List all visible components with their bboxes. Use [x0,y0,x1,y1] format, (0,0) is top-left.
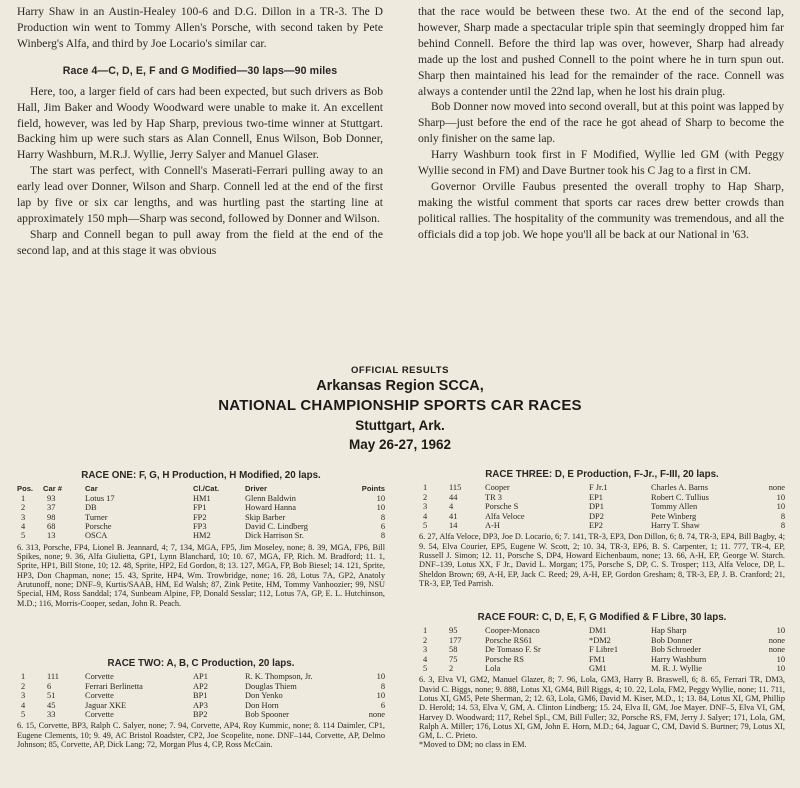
car-number-cell: 51 [47,691,56,701]
result-row [419,502,785,511]
position-cell: 4 [423,654,428,664]
points-cell: 10 [776,626,785,636]
result-row [17,672,385,681]
points-cell: none [768,635,785,645]
result-row [419,664,785,673]
race-title: RACE FOUR: C, D, E, F, G Modified & F Libre, 30 laps. [477,612,727,623]
right-column [418,4,784,243]
car-cell: Corvette [85,691,114,701]
body-paragraph: The start was perfect, with Connell's Maserati-Ferrari pulling away to an early lead over Donner, Wilson and Sharp. Connell led at the end of the first lap by five or six car lengths, and was hurtling past the starting line at approximately 150 mph—Sharp was second, followed by Donner and Wilson. [17,164,383,225]
driver-cell: Bob Donner [651,635,693,645]
car-number-cell: 6 [47,681,52,691]
car-number-cell: 44 [449,492,458,502]
position-cell: 5 [423,520,428,530]
position-cell: 3 [21,512,26,522]
body-paragraph: Governor Orville Faubus presented the overall trophy to Hap Sharp, making the wistful comment that sports car races drew better crowds than political rallies. The hospitality of the community was tremendous, and all the officials did a top job. We hope you'll all be back at our National in '63. [418,179,784,241]
event-title: NATIONAL CHAMPIONSHIP SPORTS CAR RACES [218,397,582,414]
class-cell: DM1 [589,626,607,636]
driver-cell: Dick Harrison Sr. [245,531,304,541]
points-cell: 10 [376,503,385,513]
car-header: Car [85,484,98,494]
result-row [17,710,385,719]
driver-cell: R. K. Thompson, Jr. [245,672,313,682]
position-cell: 2 [21,681,26,691]
class-cell: HM2 [193,531,211,541]
race-one-results [17,471,385,608]
driver-cell: Don Horn [245,700,279,710]
car-number-cell: 98 [47,512,56,522]
body-paragraph: that the race would be between these two. At the end of the second lap, however, Sharp made a spectacular triple spin that seemingly dropped him far behind Connell. Before the third lap was over, however, Sharp had already made up the lost and pushed Connell to the point where he in turn spun out. Sharp then maintained his lead for the remainder of the race. Connell was always a contender until the 22nd lap, when he lost his drain plug. [418,5,784,98]
car-cell: Lola [485,663,501,673]
points-cell: none [768,483,785,493]
event-location: Stuttgart, Ark. [355,418,445,433]
car-number-cell: 4 [449,502,454,512]
car-number-cell: 13 [47,531,56,541]
car-cell: OSCA [85,531,108,541]
class-cell: FP3 [193,521,207,531]
car-number-cell: 177 [449,635,462,645]
car-cell: Turner [85,512,108,522]
position-cell: 5 [423,663,428,673]
driver-cell: Harry T. Shaw [651,520,700,530]
car-number-cell: 115 [449,483,462,493]
race-title: RACE ONE: F, G, H Production, H Modified, 20 laps. [81,470,321,481]
class-cell: BP1 [193,691,208,701]
points-cell: none [768,645,785,655]
official-results-label: OFFICIAL RESULTS [351,365,449,376]
car-cell: Alfa Veloce [485,511,525,521]
position-cell: 2 [21,503,26,513]
race-title: RACE THREE: D, E Production, F-Jr., F-III, 20 laps. [485,469,719,480]
car-number-cell: 37 [47,503,56,513]
car-number-cell: 93 [47,493,56,503]
pos-header: Pos. [17,484,34,494]
position-cell: 1 [423,483,428,493]
event-date: May 26-27, 1962 [348,437,452,452]
driver-cell: Bob Spooner [245,709,289,719]
race-four-footnote: *Moved to DM; no class in EM. [419,740,527,750]
car-cell: De Tomaso F. Sr [485,645,541,655]
driver-cell: Tommy Allen [651,502,698,512]
car-number-cell: 41 [449,511,458,521]
result-row [17,701,385,710]
car-number-header: Car # [43,484,62,494]
points-cell: 10 [776,492,785,502]
body-paragraph: Bob Donner now moved into second overall, but at this point was lapped by Sharp—just before the end of the race he got ahead of Sharp to become the only finisher on the same lap. [418,100,784,146]
driver-cell: Bob Schroeder [651,645,702,655]
position-cell: 4 [21,700,26,710]
class-cell: AP2 [193,681,208,691]
race-four-results [419,613,785,750]
car-cell: Corvette [85,709,114,719]
class-cell: AP3 [193,700,208,710]
points-cell: 8 [780,511,785,521]
position-cell: 1 [21,493,26,503]
race-two-notes: 6. 15, Corvette, BP3, Ralph C. Salyer, none; 7. 94, Corvette, AP4, Roy Kummic, none; 8. 114 Daimler, CP1, Eugene Clements, 10; 9. 49, AC Bristol Roadster, CP2, Joe Scopelite, none. DNF–144, Corvette, AP, Delmo Johnson; 85, Corvette, AP, Dick Lang; 72, Morgan Plus 4, CP, Ross McCain. [17,721,385,749]
driver-cell: Don Yenko [245,691,283,701]
driver-cell: Hap Sharp [651,626,687,636]
driver-cell: Pete Winberg [651,511,697,521]
results-header-row [17,484,385,493]
position-cell: 5 [21,531,26,541]
body-paragraph: Harry Washburn took first in F Modified, Wyllie led GM (with Peggy Wyllie second in FM) and Dave Burtner took his C Jag to a first in CM. [418,148,784,178]
points-cell: 8 [380,681,385,691]
car-cell: TR 3 [485,492,502,502]
driver-cell: David C. Lindberg [245,521,308,531]
race-three-notes: 6. 27, Alfa Veloce, DP3, Joe D. Locario, 6; 7. 141, TR-3, EP3, Don Dillon, 6; 8. 74, TR-3, EP4, Bill Bagby, 4; 9. 54, Elva Courier, EP5, Eugene W. Scott, 2; 10. 34, TR-3, EP6, B. S. Carpenter, 1; 11. 777, TR-4, EP, Russell J. Simon; 12. 11, Porsche S, DP4, Howard Eichenbaum, none; 13. 66, A-H, EP, George W. Starch. DNF–139, Lotus XX, F Jr., David L. Morgan; 175, Porsche S, DP, C. S. Trosper; 113, Alfa Veloce, DP, L. Sheldon Brown; 69, A-H, EP, Jack C. Reed; 29, A-H, EP, Gordon Gresham; 8, TR-3, EP, J. B. Cranford; 21, TR-3, EP, Ted Parrish. [419,532,785,588]
position-cell: 2 [423,635,428,645]
position-cell: 4 [423,511,428,521]
points-cell: 8 [380,512,385,522]
race-four-notes: 6. 3, Elva VI, GM2, Manuel Glazer, 8; 7. 96, Lola, GM3, Harry B. Braswell, 6; 8. 65, Ferrari TR, DM3, David C. Biggs, none; 9. 888, Lotus XI, GM4, Bill Riggs, 4; 10. 22, Lola, FM2, Peggy Wyllie, none; 11. 711, Lotus XI, GM5, Pete Sherman, 2; 12. 63, Lola, GM6, David M. Kiser, M.D., 1; 13. 84, Lotus XI, GM, Phillip D. Herold; 14. 53, Elva V, GM, A. Clinton Lindberg; 15. 24, Elva II, GM, Joe Mayer. DNF–5, Elva VI, GM, Harvey D. Woodward; 117, Rebel Spl., CM, Bill Fuller; 32, Porsche RS, FM, Jerry J. Salyer; 171, Lola, GM, Ralph A. Miller; 176, Lotus XI, GM, John E. Horn, M.D.; 64, Jaguar C, CM, David S. Burtner; 79, Lotus XI, GM, L. C. Prieto. [419,675,785,741]
driver-cell: Charles A. Barns [651,483,708,493]
result-row [17,513,385,522]
points-cell: none [368,709,385,719]
car-cell: A-H [485,520,500,530]
car-number-cell: 14 [449,520,458,530]
driver-cell: Howard Hanna [245,503,296,513]
result-row [17,503,385,512]
result-row [17,531,385,540]
points-cell: 10 [776,654,785,664]
class-cell: FM1 [589,654,606,664]
car-number-cell: 75 [449,654,458,664]
points-cell: 10 [376,672,385,682]
race-two-results [17,659,385,749]
result-row [17,691,385,700]
race-three-results [419,470,785,588]
result-row [17,494,385,503]
result-row [419,626,785,635]
result-row [419,483,785,492]
result-row [419,645,785,654]
points-header: Points [361,484,385,494]
race-title: RACE TWO: A, B, C Production, 20 laps. [107,658,295,669]
car-number-cell: 58 [449,645,458,655]
driver-cell: Robert C. Tullius [651,492,709,502]
result-row [419,493,785,502]
class-cell: EP1 [589,492,603,502]
position-cell: 2 [423,492,428,502]
result-row [17,522,385,531]
left-column [17,4,383,259]
car-number-cell: 68 [47,521,56,531]
result-row [419,521,785,530]
position-cell: 1 [423,626,428,636]
car-cell: Lotus 17 [85,493,115,503]
driver-cell: Glenn Baldwin [245,493,296,503]
points-cell: 10 [376,691,385,701]
car-cell: Corvette [85,672,114,682]
class-cell: GM1 [589,663,607,673]
result-row [419,655,785,664]
driver-cell: Skip Barber [245,512,286,522]
position-cell: 3 [423,645,428,655]
class-cell: FP2 [193,512,207,522]
result-row [419,636,785,645]
official-results-header [0,364,800,454]
position-cell: 1 [21,672,26,682]
race-two-rows [17,672,385,719]
points-cell: 8 [780,520,785,530]
car-cell: Porsche [85,521,112,531]
car-number-cell: 33 [47,709,56,719]
car-cell: Porsche S [485,502,519,512]
position-cell: 5 [21,709,26,719]
car-number-cell: 2 [449,663,454,673]
position-cell: 3 [21,691,26,701]
race-one-rows [17,494,385,541]
car-number-cell: 111 [47,672,59,682]
points-cell: 10 [376,493,385,503]
driver-cell: M. R. J. Wyllie [651,663,702,673]
race-four-rows [419,626,785,673]
car-number-cell: 45 [47,700,56,710]
class-cell: HM1 [193,493,211,503]
region-name: Arkansas Region SCCA, [316,378,484,394]
car-cell: Cooper [485,483,510,493]
class-cell: AP1 [193,672,208,682]
race4-section-heading: Race 4—C, D, E, F and G Modified—30 laps—90 miles [62,64,338,77]
car-cell: Ferrari Berlinetta [85,681,143,691]
car-cell: Porsche RS [485,654,524,664]
driver-cell: Douglas Thiem [245,681,297,691]
intro-paragraph: Harry Shaw in an Austin-Healey 100-6 and D.G. Dillon in a TR-3. The D Production win went to Tommy Allen's Porsche, with second taken by Pete Winberg's Alfa, and third by Joe Locario's similar car. [17,5,383,50]
points-cell: 8 [380,531,385,541]
result-row [17,682,385,691]
body-paragraph: Here, too, a larger field of cars had been expected, but such drivers as Bob Hall, Jim Baker and Woody Woodward were unable to make it. An excellent field, however, was led by Hap Sharp, previous two-time winner at Stuttgart. Backing him up were such stars as Alan Connell, Enus Wilson, Bob Donner, Harry Washburn, M.R.J. Wyllie, Jerry Salyer and Manuel Glaser. [17,84,383,162]
body-paragraph: Sharp and Connell began to pull away from the field at the end of the second lap, and at this stage it was obvious [17,227,383,257]
race-one-notes: 6. 313, Porsche, FP4, Lionel B. Jeannard, 4; 7, 134, MGA, FP5, Jim Moseley, none; 8. 39, MGA, FP6, Bill Spikes, none; 9. 36, Alfa Giulietta, GP1, Lynn Blanchard, 10; 10. 67, MGA, FP, Rich. M. Bradford; 11. 1, Sprite, HP1, Bill Stone, 10; 12. 48, Sprite, HP2, Ed Gordon, 8; 13. 127, MGA, FP, Bob Biesel; 14. 121, Sprite, HP3, Don Chapman, none; 15. 43, Sprite, HP4, Wm. Trowbridge, none; 16. 28, Lotus 7A, GP2, Anatoly Arutunoff, none; DNF–9, Kurtis/SAAB, HM, Ed Walsh; 87, Zink Petite, HM, Tommy Vanhoozier; 99, NSU Special, HM, Ross Sanddal; 174, Sunbeam Alpine, FP, Donald Sesslar; 112, Lotus 7A, GP, E. L. Hutchinson, M.D.; 116, Morris-Cooper, sedan, John R. Peach. [17,542,385,608]
car-cell: Porsche RS61 [485,635,533,645]
points-cell: 10 [776,502,785,512]
points-cell: 6 [380,521,385,531]
class-cell: DP1 [589,502,604,512]
result-row [419,512,785,521]
points-cell: 6 [380,700,385,710]
race-three-rows [419,483,785,530]
class-cell: *DM2 [589,635,611,645]
class-cell: BP2 [193,709,208,719]
position-cell: 3 [423,502,428,512]
driver-cell: Harry Washburn [651,654,707,664]
class-cell: F Jr.1 [589,483,608,493]
car-cell: Cooper-Monaco [485,626,540,636]
class-cell: F Libre1 [589,645,619,655]
class-cell: DP2 [589,511,604,521]
car-number-cell: 95 [449,626,458,636]
class-cell: EP2 [589,520,603,530]
driver-header: Driver [245,484,267,494]
car-cell: Jaguar XKE [85,700,127,710]
points-cell: 10 [776,663,785,673]
car-cell: DB [85,503,97,513]
class-header: Cl./Cat. [193,484,220,494]
class-cell: FP1 [193,503,207,513]
position-cell: 4 [21,521,26,531]
